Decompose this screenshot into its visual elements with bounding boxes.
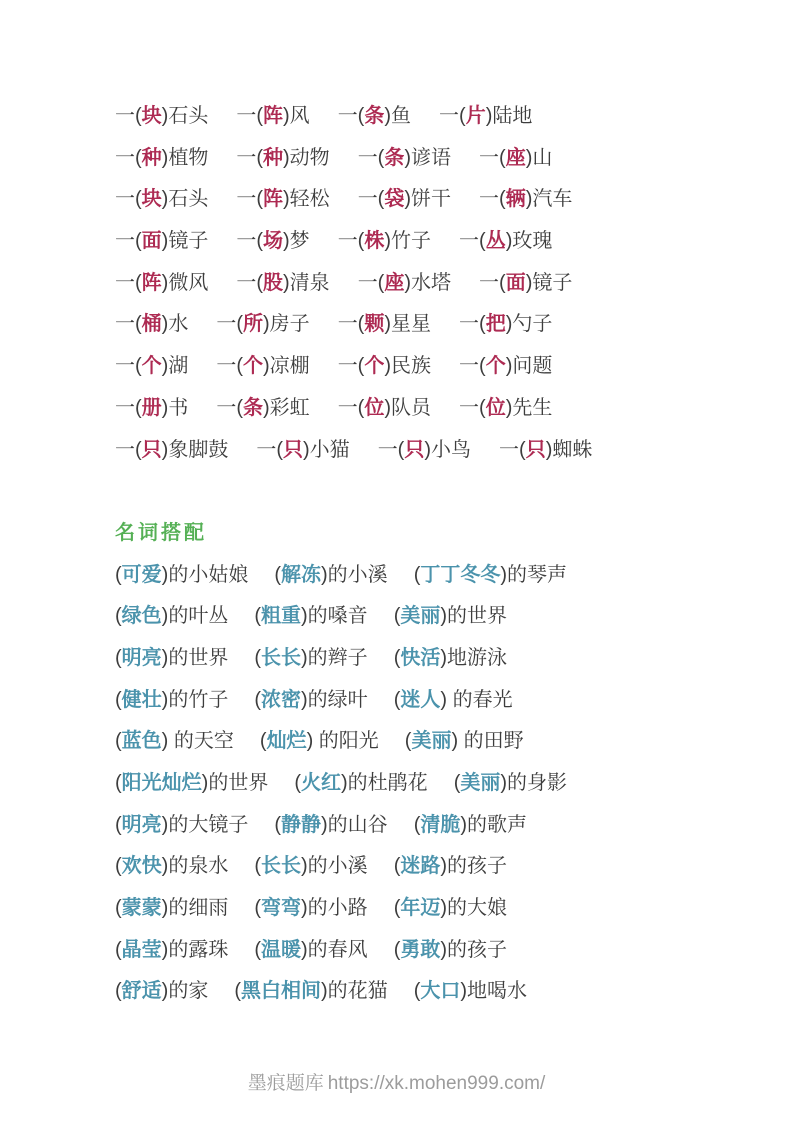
measure-word: 丛 — [485, 230, 506, 253]
adjective-word: 晶莹 — [121, 938, 162, 961]
noun-collocation-phrase: (可爱)的小姑娘 — [115, 563, 249, 586]
noun-collocation-phrase: (长长)的辫子 — [254, 646, 368, 669]
measure-word: 位 — [364, 396, 385, 419]
adjective-word: 静静 — [281, 813, 322, 836]
adjective-word: 美丽 — [411, 730, 452, 753]
adjective-word: 阳光灿烂 — [121, 772, 202, 794]
measure-word: 位 — [485, 396, 506, 419]
noun-collocation-phrase: (舒适)的家 — [115, 980, 209, 1003]
adjective-word: 蓝色 — [121, 730, 162, 753]
measure-word-phrase: 一(条)谚语 — [357, 146, 452, 169]
noun-collocation-phrase: (迷路)的孩子 — [393, 855, 508, 878]
noun-collocation-phrase: (大口)地喝水 — [413, 980, 528, 1003]
measure-word: 阵 — [141, 271, 162, 294]
measure-word-phrase: 一(丛)玫瑰 — [459, 230, 553, 253]
adjective-word: 丁丁冬冬 — [420, 563, 501, 586]
noun-collocation-phrase: (勇敢)的孩子 — [393, 938, 508, 961]
measure-word: 股 — [263, 271, 284, 294]
adjective-word: 可爱 — [121, 563, 162, 586]
adjective-word: 年迈 — [400, 897, 441, 920]
measure-word-phrase: 一(株)竹子 — [337, 230, 432, 253]
measure-word: 个 — [243, 355, 264, 378]
measure-word-row — [115, 138, 753, 180]
adjective-word: 长长 — [261, 646, 302, 669]
measure-word-phrase: 一(只)小猫 — [256, 438, 350, 461]
measure-word: 桶 — [141, 313, 162, 336]
measure-word-phrase: 一(辆)汽车 — [479, 188, 573, 211]
adjective-word: 清脆 — [420, 813, 461, 836]
measure-word-phrase: 一(位)队员 — [337, 396, 432, 419]
adjective-word: 健壮 — [121, 688, 162, 711]
noun-collocation-row — [115, 680, 753, 722]
adjective-word: 浓密 — [261, 688, 302, 711]
measure-word-phrase: 一(位)先生 — [459, 396, 553, 419]
measure-word: 只 — [283, 438, 304, 461]
measure-word: 座 — [505, 146, 526, 169]
adjective-word: 勇敢 — [400, 938, 441, 961]
measure-word-phrase: 一(个)民族 — [337, 355, 432, 378]
noun-collocation-phrase: (火红)的杜鹃花 — [294, 772, 428, 794]
measure-word-phrase: 一(块)石头 — [115, 188, 209, 211]
measure-word: 袋 — [384, 188, 405, 211]
adjective-word: 明亮 — [121, 646, 162, 669]
measure-word-phrase: 一(所)房子 — [216, 313, 310, 336]
measure-word-phrase: 一(个)问题 — [459, 355, 553, 378]
noun-collocation-phrase: (浓密)的绿叶 — [254, 688, 368, 711]
adjective-word: 迷路 — [400, 855, 441, 878]
measure-words-section — [115, 96, 753, 471]
noun-collocation-row — [115, 971, 753, 1013]
measure-word-phrase: 一(股)清泉 — [236, 271, 330, 294]
noun-collocation-phrase: (丁丁冬冬)的琴声 — [413, 563, 568, 586]
measure-word-phrase: 一(把)勺子 — [459, 313, 553, 336]
measure-word-row — [115, 388, 753, 430]
noun-collocation-phrase: (弯弯)的小路 — [254, 897, 368, 920]
measure-word-phrase: 一(种)动物 — [236, 146, 330, 169]
measure-word-phrase: 一(条)彩虹 — [216, 396, 310, 419]
measure-word: 块 — [141, 188, 162, 211]
measure-word-phrase: 一(阵)轻松 — [236, 188, 330, 211]
measure-word: 阵 — [263, 105, 284, 127]
noun-collocation-phrase: (灿烂) 的阳光 — [259, 730, 379, 753]
measure-word: 个 — [485, 355, 506, 378]
measure-word: 条 — [384, 146, 405, 169]
measure-word-phrase: 一(片)陆地 — [439, 105, 533, 127]
measure-word-phrase: 一(面)镜子 — [115, 230, 209, 253]
adjective-word: 迷人 — [400, 688, 441, 711]
measure-word-phrase: 一(只)小鸟 — [377, 438, 472, 461]
adjective-word: 温暖 — [261, 938, 302, 961]
noun-collocation-row — [115, 888, 753, 930]
measure-word: 册 — [141, 396, 162, 419]
measure-word-row — [115, 221, 753, 263]
noun-collocation-phrase: (蓝色) 的天空 — [115, 730, 234, 753]
noun-collocation-row — [115, 846, 753, 888]
measure-word: 个 — [141, 355, 162, 378]
measure-word-row — [115, 263, 753, 305]
noun-collocation-row — [115, 763, 753, 805]
measure-word-row — [115, 346, 753, 388]
adjective-word: 明亮 — [121, 813, 162, 836]
measure-word-phrase: 一(桶)水 — [115, 313, 189, 336]
adjective-word: 火红 — [301, 772, 342, 794]
adjective-word: 解冻 — [281, 563, 322, 586]
measure-word: 条 — [243, 396, 264, 419]
measure-word: 面 — [141, 230, 162, 253]
noun-collocation-phrase: (快活)地游泳 — [393, 646, 508, 669]
measure-word-phrase: 一(阵)风 — [236, 105, 310, 127]
measure-word: 株 — [364, 230, 385, 253]
measure-word: 面 — [505, 271, 526, 294]
noun-collocation-phrase: (阳光灿烂)的世界 — [115, 772, 269, 794]
noun-collocation-heading: 名词搭配 — [115, 521, 207, 544]
measure-word-phrase: 一(只)蜘蛛 — [499, 438, 593, 461]
noun-collocation-phrase: (绿色)的叶丛 — [115, 605, 229, 628]
noun-collocation-phrase: (粗重)的嗓音 — [254, 605, 368, 628]
adjective-word: 舒适 — [121, 980, 162, 1003]
measure-word-row — [115, 430, 753, 472]
noun-collocation-row — [115, 805, 753, 847]
noun-collocation-phrase: (年迈)的大娘 — [393, 897, 508, 920]
adjective-word: 弯弯 — [261, 897, 302, 920]
measure-word-phrase: 一(个)凉棚 — [216, 355, 310, 378]
worksheet-content — [115, 96, 753, 1013]
noun-collocation-row — [115, 555, 753, 597]
page-footer — [0, 1068, 793, 1095]
noun-collocation-row — [115, 721, 753, 763]
noun-collocation-phrase: (迷人) 的春光 — [393, 688, 513, 711]
noun-collocation-row — [115, 930, 753, 972]
adjective-word: 大口 — [420, 980, 461, 1003]
measure-word-row — [115, 304, 753, 346]
measure-word-phrase: 一(颗)星星 — [337, 313, 432, 336]
noun-collocation-phrase: (美丽)的身影 — [453, 772, 568, 794]
measure-word: 只 — [404, 438, 425, 461]
measure-word-phrase: 一(个)湖 — [115, 355, 189, 378]
noun-collocation-phrase: (解冻)的小溪 — [274, 563, 388, 586]
adjective-word: 长长 — [261, 855, 302, 878]
measure-word: 阵 — [263, 188, 284, 211]
adjective-word: 蒙蒙 — [121, 897, 162, 920]
noun-collocation-phrase: (明亮)的大镜子 — [115, 813, 249, 836]
measure-word-phrase: 一(只)象脚鼓 — [115, 438, 229, 461]
measure-word: 个 — [364, 355, 385, 378]
measure-word-phrase: 一(面)镜子 — [479, 271, 573, 294]
noun-collocation-phrase: (温暖)的春风 — [254, 938, 368, 961]
noun-collocation-phrase: (健壮)的竹子 — [115, 688, 229, 711]
noun-collocation-phrase: (静静)的山谷 — [274, 813, 388, 836]
measure-word: 只 — [141, 438, 162, 461]
adjective-word: 美丽 — [400, 605, 441, 628]
measure-word: 片 — [465, 105, 486, 127]
measure-word: 只 — [525, 438, 546, 461]
measure-word: 场 — [263, 230, 284, 253]
noun-collocation-phrase: (长长)的小溪 — [254, 855, 368, 878]
measure-word-phrase: 一(座)山 — [479, 146, 553, 169]
noun-collocation-section — [115, 555, 753, 1014]
adjective-word: 美丽 — [460, 772, 501, 794]
adjective-word: 欢快 — [121, 855, 162, 878]
adjective-word: 黑白相间 — [241, 980, 322, 1003]
measure-word: 块 — [141, 105, 162, 127]
measure-word-phrase: 一(阵)微风 — [115, 271, 209, 294]
measure-word: 所 — [243, 313, 264, 336]
measure-word: 座 — [384, 271, 405, 294]
noun-collocation-phrase: (美丽) 的田野 — [404, 730, 524, 753]
measure-word: 辆 — [505, 188, 526, 211]
noun-collocation-phrase: (欢快)的泉水 — [115, 855, 229, 878]
measure-word-phrase: 一(册)书 — [115, 396, 189, 419]
noun-collocation-row — [115, 596, 753, 638]
footer-site-name: 墨痕题库 — [247, 1073, 324, 1094]
noun-collocation-phrase: (晶莹)的露珠 — [115, 938, 229, 961]
measure-word-phrase: 一(种)植物 — [115, 146, 209, 169]
noun-collocation-phrase: (清脆)的歌声 — [413, 813, 528, 836]
measure-word-row — [115, 96, 753, 138]
noun-collocation-phrase: (黑白相间)的花猫 — [234, 980, 388, 1003]
measure-word: 条 — [364, 105, 385, 127]
measure-word-phrase: 一(条)鱼 — [337, 105, 412, 127]
footer-url: https://xk.mohen999.com/ — [327, 1073, 546, 1094]
adjective-word: 绿色 — [121, 605, 162, 628]
measure-word-row — [115, 179, 753, 221]
adjective-word: 快活 — [400, 646, 441, 669]
adjective-word: 粗重 — [261, 605, 302, 628]
measure-word: 把 — [485, 313, 506, 336]
measure-word: 种 — [263, 146, 284, 169]
noun-collocation-phrase: (明亮)的世界 — [115, 646, 229, 669]
adjective-word: 灿烂 — [266, 730, 307, 753]
measure-word: 种 — [141, 146, 162, 169]
measure-word-phrase: 一(座)水塔 — [357, 271, 452, 294]
measure-word-phrase: 一(场)梦 — [236, 230, 310, 253]
noun-collocation-phrase: (美丽)的世界 — [393, 605, 508, 628]
measure-word: 颗 — [364, 313, 385, 336]
measure-word-phrase: 一(块)石头 — [115, 105, 209, 127]
noun-collocation-phrase: (蒙蒙)的细雨 — [115, 897, 229, 920]
measure-word-phrase: 一(袋)饼干 — [357, 188, 452, 211]
noun-collocation-row — [115, 638, 753, 680]
